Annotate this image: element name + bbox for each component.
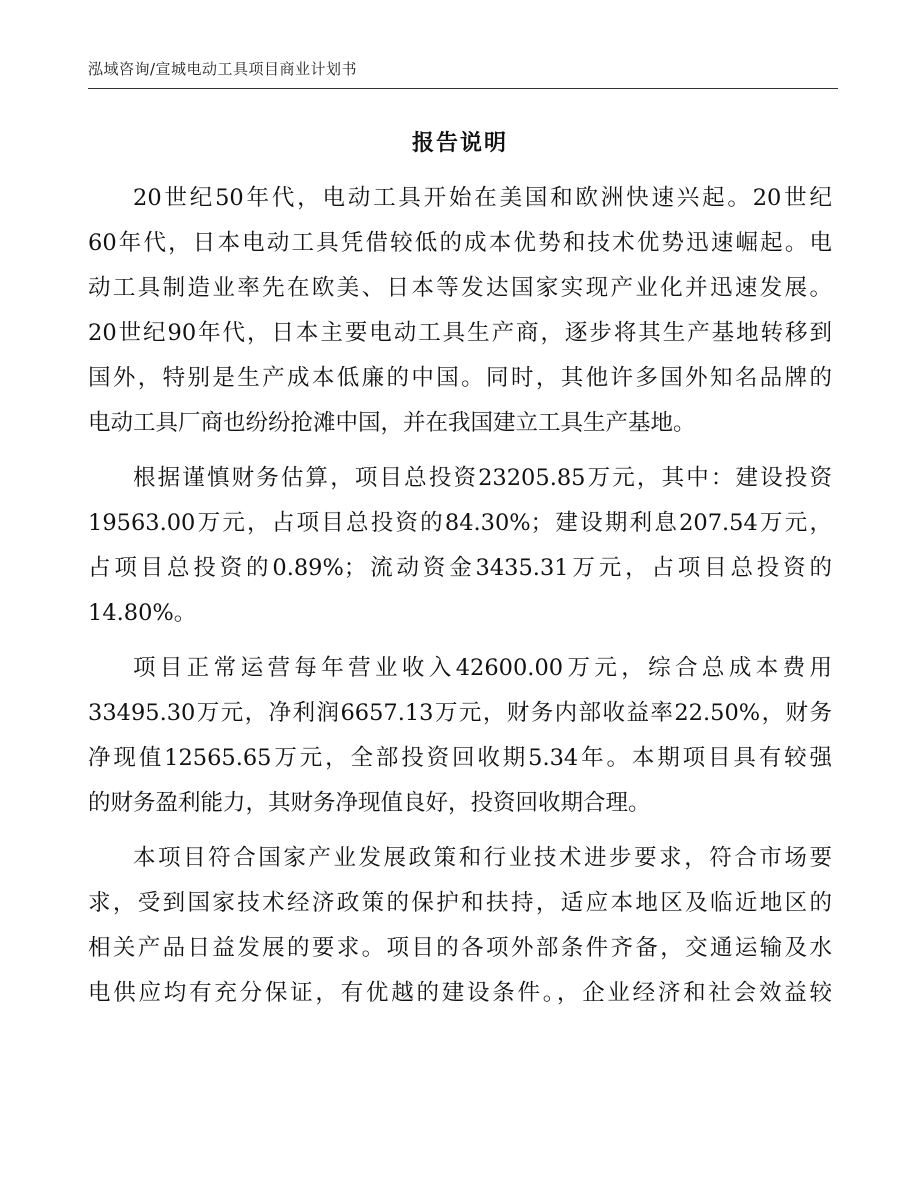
text-line: 求，受到国家技术经济政策的保护和扶持，适应本地区及临近地区的 (88, 890, 832, 916)
paragraph-policy (88, 836, 832, 1016)
body-text (88, 176, 832, 1026)
text-line: 电供应均有充分保证，有优越的建设条件。，企业经济和社会效益较 (88, 980, 832, 1006)
text-line: 动工具制造业率先在欧美、日本等发达国家实现产业化并迅速发展。 (88, 275, 832, 301)
text-line: 占项目总投资的0.89%；流动资金3435.31万元，占项目总投资的 (88, 555, 832, 581)
running-header: 泓域咨询/宣城电动工具项目商业计划书 (88, 60, 358, 78)
header-divider (88, 88, 838, 89)
text-line: 净现值12565.65万元，全部投资回收期5.34年。本期项目具有较强 (88, 745, 832, 771)
paragraph-investment (88, 456, 832, 636)
text-line: 相关产品日益发展的要求。项目的各项外部条件齐备，交通运输及水 (88, 935, 832, 961)
text-line: 根据谨慎财务估算，项目总投资23205.85万元，其中：建设投资 (133, 465, 832, 491)
text-line: 国外，特别是生产成本低廉的中国。同时，其他许多国外知名品牌的 (88, 365, 832, 391)
section-title: 报告说明 (411, 131, 508, 156)
paragraph-revenue (88, 646, 832, 826)
paragraph-history (88, 176, 832, 446)
text-line: 本项目符合国家产业发展政策和行业技术进步要求，符合市场要 (133, 845, 832, 871)
text-line: 电动工具厂商也纷纷抢滩中国，并在我国建立工具生产基地。 (88, 410, 696, 436)
text-line: 项目正常运营每年营业收入42600.00万元，综合总成本费用 (133, 655, 832, 681)
text-line: 33495.30万元，净利润6657.13万元，财务内部收益率22.50%，财务 (88, 700, 832, 726)
text-line: 的财务盈利能力，其财务净现值良好，投资回收期合理。 (88, 790, 651, 816)
text-line: 20世纪50年代，电动工具开始在美国和欧洲快速兴起。20世纪 (133, 185, 832, 211)
text-line: 20世纪90年代，日本主要电动工具生产商，逐步将其生产基地转移到 (88, 320, 832, 346)
text-line: 19563.00万元，占项目总投资的84.30%；建设期利息207.54万元， (88, 510, 832, 536)
text-line: 60年代，日本电动工具凭借较低的成本优势和技术优势迅速崛起。电 (88, 230, 832, 256)
text-line: 14.80%。 (88, 600, 197, 626)
